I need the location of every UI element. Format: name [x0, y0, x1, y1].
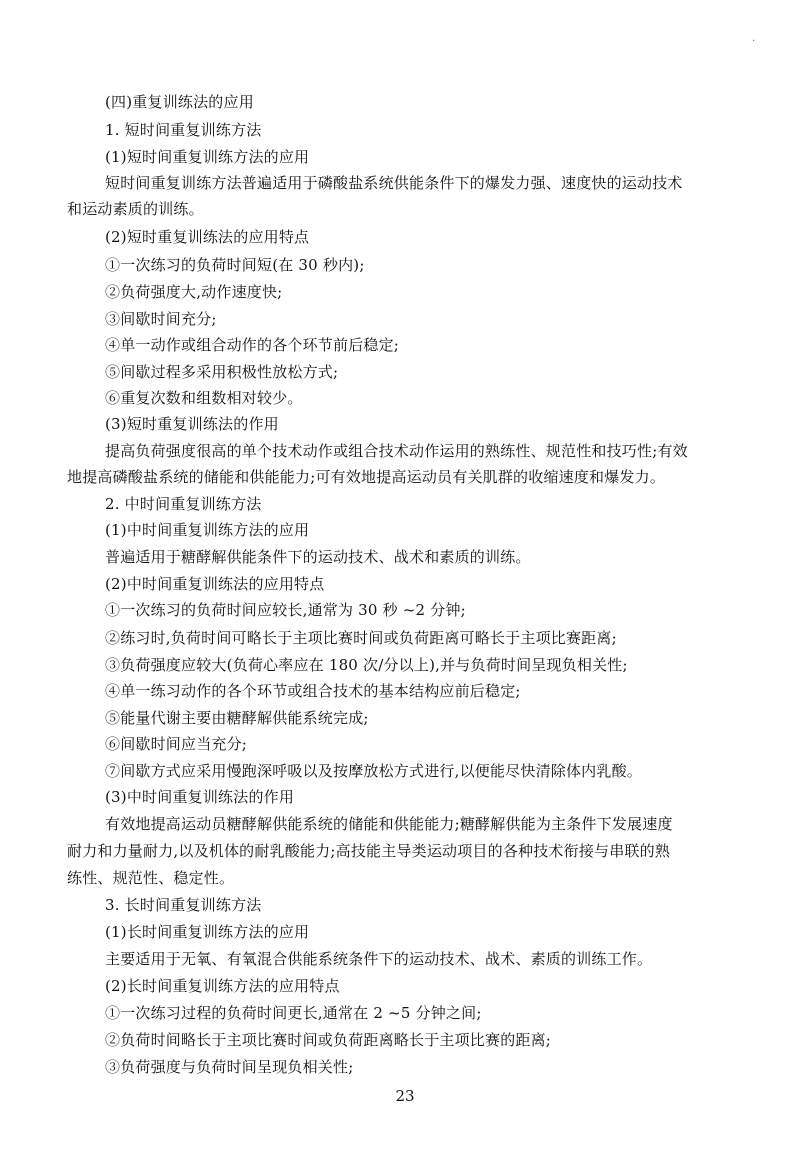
list-item: ④单一练习动作的各个环节或组合技术的基本结构应前后稳定; [105, 682, 521, 700]
item-heading-3-2: (2)长时间重复训练方法的应用特点 [105, 977, 340, 995]
paragraph-line: 普遍适用于糖酵解供能条件下的运动技术、战术和素质的训练。 [105, 548, 531, 566]
item-heading-3-1: (1)长时间重复训练方法的应用 [105, 923, 310, 941]
list-item: ②负荷时间略长于主项比赛时间或负荷距离略长于主项比赛的距离; [105, 1031, 552, 1049]
list-item: ④单一动作或组合动作的各个环节前后稳定; [105, 336, 400, 354]
scan-speck: · [752, 36, 756, 47]
subsection-heading-1: 1. 短时间重复训练方法 [105, 121, 262, 139]
paragraph-line: 主要适用于无氧、有氧混合供能系统条件下的运动技术、战术、素质的训练工作。 [105, 950, 653, 968]
list-item: ③负荷强度应较大(负荷心率应在 180 次/分以上),并与负荷时间呈现负相关性; [105, 656, 628, 674]
list-item: ①一次练习的负荷时间应较长,通常为 30 秒 ~2 分钟; [105, 601, 466, 619]
subsection-heading-3: 3. 长时间重复训练方法 [105, 896, 262, 914]
paragraph-line: 有效地提高运动员糖酵解供能系统的储能和供能能力;糖酵解供能为主条件下发展速度 [105, 815, 673, 833]
paragraph-line: 练性、规范性、稳定性。 [67, 869, 235, 887]
subsection-heading-2: 2. 中时间重复训练方法 [105, 495, 262, 513]
list-item: ①一次练习的负荷时间短(在 30 秒内); [105, 256, 365, 274]
list-item: ⑥重复次数和组数相对较少。 [105, 389, 303, 407]
list-item: ③间歇时间充分; [105, 310, 217, 328]
item-heading-1-1: (1)短时间重复训练方法的应用 [105, 148, 310, 166]
list-item: ①一次练习过程的负荷时间更长,通常在 2 ~5 分钟之间; [105, 1004, 482, 1022]
section-heading-4: (四)重复训练法的应用 [105, 93, 254, 111]
list-item: ⑦间歇方式应采用慢跑深呼吸以及按摩放松方式进行,以便能尽快清除体内乳酸。 [105, 762, 642, 780]
item-heading-2-1: (1)中时间重复训练方法的应用 [105, 521, 310, 539]
item-heading-1-3: (3)短时重复训练法的作用 [105, 415, 279, 433]
list-item: ⑤能量代谢主要由糖酵解供能系统完成; [105, 709, 369, 727]
item-heading-2-3: (3)中时间重复训练法的作用 [105, 788, 295, 806]
list-item: ⑤间歇过程多采用积极性放松方式; [105, 363, 339, 381]
item-heading-2-2: (2)中时间重复训练法的应用特点 [105, 575, 325, 593]
list-item: ⑥间歇时间应当充分; [105, 735, 248, 753]
paragraph-line: 和运动素质的训练。 [67, 200, 204, 218]
paragraph-line: 耐力和力量耐力,以及机体的耐乳酸能力;高技能主导类运动项目的各种技术衔接与串联的熟 [67, 842, 671, 860]
paragraph-line: 地提高磷酸盐系统的储能和供能能力;可有效地提高运动员有关肌群的收缩速度和爆发力。 [67, 468, 666, 486]
list-item: ②练习时,负荷时间可略长于主项比赛时间或负荷距离可略长于主项比赛距离; [105, 629, 617, 647]
item-heading-1-2: (2)短时重复训练法的应用特点 [105, 228, 310, 246]
paragraph-line: 短时间重复训练方法普遍适用于磷酸盐系统供能条件下的爆发力强、速度快的运动技术 [105, 174, 683, 192]
list-item: ③负荷强度与负荷时间呈现负相关性; [105, 1058, 354, 1076]
list-item: ②负荷强度大,动作速度快; [105, 283, 283, 301]
paragraph-line: 提高负荷强度很高的单个技术动作或组合技术动作运用的熟练性、规范性和技巧性;有效 [105, 442, 688, 460]
page-number: 23 [395, 1087, 415, 1105]
